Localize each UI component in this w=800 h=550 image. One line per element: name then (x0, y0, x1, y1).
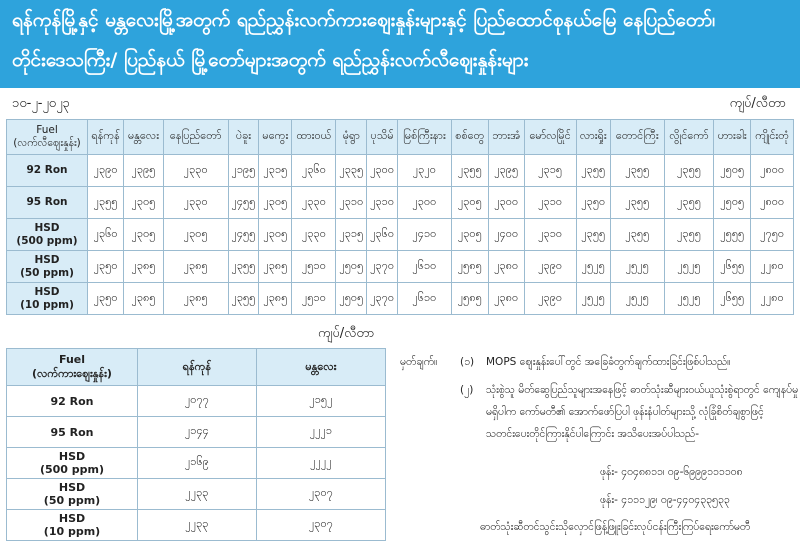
fuel-type-label: HSD (58, 512, 86, 525)
price-cell: ၂၃၅၅ (576, 219, 610, 251)
fuel-header-line: (လက်ကားဈေးနှုန်း) (32, 367, 112, 380)
price-cell: ၂၅၈၅ (451, 251, 488, 283)
price-cell: ၂၄၅၅ (228, 219, 259, 251)
price-cell: ၂၃၀၅ (451, 219, 488, 251)
fuel-type-label: (50 ppm) (43, 494, 101, 507)
wholesale-fuel-header (7, 349, 138, 386)
fuel-type-label: 95 Ron (26, 196, 68, 208)
price-cell: ၂၃၀၇ (256, 510, 385, 541)
city-header: ရန်ကုန် (138, 349, 257, 386)
price-cell: ၂၈၀၀ (751, 155, 794, 187)
price-cell: ၂၅၂၅ (576, 251, 610, 283)
table-row (7, 510, 386, 541)
price-cell: ၂၂၂၂ (256, 448, 385, 479)
fuel-type-label: HSD (34, 253, 60, 266)
price-cell: ၂၅၂၅ (610, 251, 664, 283)
fuel-header-line: (လက်လီဈေးနှုန်း) (13, 137, 81, 149)
city-header: မကွေး (259, 120, 292, 155)
price-cell: ၂၃၈၅ (259, 283, 292, 315)
price-cell: ၂၃၆၀ (292, 155, 336, 187)
price-cell: ၂၃၉၅ (124, 155, 163, 187)
price-cell: ၂၃၈၅ (124, 283, 163, 315)
price-cell: ၂၃၈၅ (163, 251, 228, 283)
price-cell: ၂၅၂၅ (610, 283, 664, 315)
price-cell: ၂၃၅၅ (664, 219, 714, 251)
price-cell: ၂၃၈၅ (163, 283, 228, 315)
table-row (7, 479, 386, 510)
price-cell: ၂၅၂၅ (664, 283, 714, 315)
fuel-type-label: (500 ppm) (39, 463, 105, 476)
price-cell: ၂၃၀၀ (397, 187, 451, 219)
price-cell: ၂၃၉၅ (488, 155, 524, 187)
fuel-type-label: HSD (58, 450, 86, 463)
price-cell: ၂၅၂၅ (664, 251, 714, 283)
city-header: မုံရွာ (336, 120, 367, 155)
city-header: မော်လမြိုင် (524, 120, 576, 155)
price-cell: ၂၁၆၉ (138, 448, 257, 479)
price-cell: ၂၃၁၅ (259, 155, 292, 187)
retail-price-table (6, 119, 794, 315)
price-cell: ၂၃၀၅ (259, 187, 292, 219)
price-cell: ၂၂၈၀ (751, 251, 794, 283)
price-date: ၁၀-၂-၂၀၂၃ (12, 96, 70, 111)
retail-unit-label: ကျပ်/လီတာ (729, 96, 786, 111)
price-cell: ၂၃၅၅ (664, 187, 714, 219)
fuel-type-label: (500 ppm) (16, 234, 78, 247)
price-cell: ၂၃၃၀ (163, 155, 228, 187)
city-header: ပုသိမ် (367, 120, 398, 155)
city-header: လွိုင်ကော် (664, 120, 714, 155)
price-cell: ၂၃၀၅ (451, 187, 488, 219)
header-title-line1: ရန်ကုန်မြို့နှင့် မန္တလေးမြို့အတွက် ရည်ညွှန်းလက်ကားဈေးနှုန်းများနှင့် ပြည်ထောင်စုနယ်မြေ နေပြည်တော်၊ (12, 9, 716, 31)
price-cell: ၂၃၈၅ (124, 251, 163, 283)
note-2-line2: မရှိပါက ကော်မတီ၏ အောက်ဖော်ပြပါ ဖုန်းနံပါတ်များသို့ လုံခြုံစိတ်ချစွာဖြင့် (486, 406, 764, 418)
price-cell: ၂၃၈၀ (488, 251, 524, 283)
price-cell: ၂၂၃၃ (138, 510, 257, 541)
price-cell: ၂၃၁၀ (524, 219, 576, 251)
price-cell: ၂၅၀၅ (714, 155, 751, 187)
price-cell: ၂၃၀၅ (124, 219, 163, 251)
price-cell: ၂၃၉၀ (88, 155, 124, 187)
price-cell: ၂၃၅၅ (576, 155, 610, 187)
price-cell: ၂၃၆၀ (367, 219, 398, 251)
city-header: မန္တလေး (124, 120, 163, 155)
price-cell: ၂၃၉၀ (524, 283, 576, 315)
fuel-type-cell (7, 251, 88, 283)
price-cell: ၂၃၉၀ (524, 251, 576, 283)
price-cell: ၂၃၂၀ (397, 155, 451, 187)
price-cell: ၂၅၁၀ (292, 251, 336, 283)
fuel-type-label: HSD (34, 285, 60, 298)
fuel-type-label: HSD (34, 221, 60, 234)
price-cell: ၂၃၃၅ (336, 155, 367, 187)
price-cell: ၂၃၀၅ (259, 219, 292, 251)
retail-fuel-header (7, 120, 88, 155)
wholesale-unit-label: ကျပ်/လီတာ (318, 326, 375, 341)
phone-line-1: ဖုန်း- ၄၀၄၈၈၁၁၊ ၀၉-၆၉၉၉၁၁၁၁၀၈ (600, 466, 743, 478)
header-title-line2: တိုင်းဒေသကြီး/ ပြည်နယ် မြို့တော်များအတွက် ရည်ညွှန်းလက်လီဈေးနှုန်းများ (12, 49, 529, 71)
wholesale-header-row (7, 349, 386, 386)
city-header: ကျိုင်းတုံ (751, 120, 794, 155)
price-cell: ၂၃၁၅ (336, 219, 367, 251)
fuel-type-cell (7, 187, 88, 219)
price-cell: ၂၃၅၅ (228, 251, 259, 283)
price-cell: ၂၄၁၀ (397, 219, 451, 251)
price-cell: ၂၂၃၃ (138, 479, 257, 510)
price-cell: ၂၇၅၀ (751, 219, 794, 251)
price-cell: ၂၆၁၀ (397, 251, 451, 283)
table-row (7, 417, 386, 448)
note-2-line3: သတင်းပေးတိုင်ကြားနိုင်ပါကြောင်း အသိပေးအပ်ပါသည်- (486, 428, 700, 440)
notes-label: မှတ်ချက်။ (400, 356, 438, 368)
fuel-type-cell (7, 155, 88, 187)
price-cell: ၂၃၅၅ (610, 187, 664, 219)
city-header: တောင်ကြီး (610, 120, 664, 155)
price-cell: ၂၆၅၅ (714, 251, 751, 283)
price-cell: ၂၃၇၀ (367, 251, 398, 283)
table-row (7, 187, 794, 219)
fuel-header-line: Fuel (58, 353, 86, 366)
fuel-type-cell (7, 386, 138, 417)
price-cell: ၂၂၂၁ (256, 417, 385, 448)
fuel-type-label: (50 ppm) (20, 266, 74, 279)
price-cell: ၂၅၂၅ (576, 283, 610, 315)
note-2-line1: သုံးစွဲသူ မိတ်ဆွေပြည်သူများအနေဖြင့် ဓာတ်သုံးဆီများဝယ်ယူသုံးစွဲရာတွင် ကျေနပ်မှု (486, 384, 799, 396)
price-cell: ၂၃၅၅ (88, 187, 124, 219)
price-cell: ၂၁၉၅ (228, 155, 259, 187)
price-cell: ၂၃၅၀ (88, 283, 124, 315)
price-cell: ၂၅၀၅ (336, 283, 367, 315)
price-cell: ၂၁၅၂ (256, 386, 385, 417)
page-header (0, 0, 800, 88)
price-cell: ၂၅၈၅ (451, 283, 488, 315)
fuel-type-label: 95 Ron (50, 425, 94, 439)
phone-line-2: ဖုန်း- ၄၁၁၁၂၉၊ ၀၉-၄၄၀၄၃၃၅၃၃ (600, 494, 730, 506)
price-cell: ၂၆၁၀ (397, 283, 451, 315)
price-cell: ၂၁၄၄ (138, 417, 257, 448)
wholesale-price-table (6, 348, 386, 541)
price-cell: ၂၃၅၀ (88, 251, 124, 283)
fuel-type-cell (7, 283, 88, 315)
price-cell: ၂၃၀၅ (124, 187, 163, 219)
city-header: လားရှိုး (576, 120, 610, 155)
price-cell: ၂၃၁၅ (524, 155, 576, 187)
city-header: ပဲခူး (228, 120, 259, 155)
city-header: မြစ်ကြီးနား (397, 120, 451, 155)
city-header: နေပြည်တော် (163, 120, 228, 155)
price-cell: ၂၄၅၅ (228, 187, 259, 219)
price-cell: ၂၃၃၀ (292, 219, 336, 251)
price-cell: ၂၀၇၇ (138, 386, 257, 417)
fuel-type-cell (7, 479, 138, 510)
price-cell: ၂၅၅၅ (714, 219, 751, 251)
price-cell: ၂၃၇၀ (367, 283, 398, 315)
price-cell: ၂၅၀၅ (336, 251, 367, 283)
city-header: ဘားအံ (488, 120, 524, 155)
fuel-type-cell (7, 219, 88, 251)
price-cell: ၂၃၀၇ (256, 479, 385, 510)
price-cell: ၂၃၁၀ (336, 187, 367, 219)
city-header: ထားဝယ် (292, 120, 336, 155)
retail-header-row (7, 120, 794, 155)
fuel-type-cell (7, 510, 138, 541)
price-cell: ၂၃၅၅ (664, 155, 714, 187)
fuel-type-cell (7, 448, 138, 479)
price-cell: ၂၃၅၀ (576, 187, 610, 219)
table-row (7, 251, 794, 283)
fuel-type-cell (7, 417, 138, 448)
table-row (7, 219, 794, 251)
price-cell: ၂၈၀၀ (751, 187, 794, 219)
note-1-number: (၁) (460, 356, 475, 368)
price-cell: ၂၅၁၀ (292, 283, 336, 315)
price-cell: ၂၃၀၀ (367, 155, 398, 187)
note-1-text: MOPS ဈေးနှုန်းပေါ်တွင် အခြေခံတွက်ချက်ထားခြင်းဖြစ်ပါသည်။ (486, 356, 731, 368)
price-cell: ၂၃၅၅ (228, 283, 259, 315)
price-cell: ၂၂၈၀ (751, 283, 794, 315)
city-header: စစ်တွေ (451, 120, 488, 155)
price-cell: ၂၅၀၅ (714, 187, 751, 219)
price-cell: ၂၃၅၅ (610, 219, 664, 251)
committee-signature: ဓာတ်သုံးဆီတင်သွင်းသိုလှောင်ဖြန့်ဖြူးခြင်းလုပ်ငန်းကြီးကြပ်ရေးကော်မတီ (480, 521, 751, 533)
price-cell: ၂၃၁၀ (367, 187, 398, 219)
price-cell: ၂၃၀၀ (488, 187, 524, 219)
price-cell: ၂၃၈၀ (488, 283, 524, 315)
price-cell: ၂၃၈၅ (259, 251, 292, 283)
city-header: ဟားခါး (714, 120, 751, 155)
price-cell: ၂၃၅၅ (451, 155, 488, 187)
price-cell: ၂၃၀၅ (163, 219, 228, 251)
table-row (7, 155, 794, 187)
fuel-type-label: (10 ppm) (20, 298, 74, 311)
note-2-number: (၂) (460, 384, 474, 396)
table-row (7, 283, 794, 315)
fuel-type-label: HSD (58, 481, 86, 494)
fuel-type-label: 92 Ron (26, 164, 68, 176)
price-cell: ၂၆၅၅ (714, 283, 751, 315)
city-header: ရန်ကုန် (88, 120, 124, 155)
table-row (7, 448, 386, 479)
fuel-type-label: 92 Ron (50, 394, 94, 408)
city-header: မန္တလေး (256, 349, 385, 386)
price-cell: ၂၃၅၅ (610, 155, 664, 187)
table-row (7, 386, 386, 417)
fuel-type-label: (10 ppm) (43, 525, 101, 538)
price-cell: ၂၃၃၀ (292, 187, 336, 219)
price-cell: ၂၃၃၀ (163, 187, 228, 219)
price-cell: ၂၄၀၀ (488, 219, 524, 251)
price-cell: ၂၃၁၀ (524, 187, 576, 219)
price-cell: ၂၃၆၀ (88, 219, 124, 251)
fuel-header-line: Fuel (36, 124, 58, 136)
